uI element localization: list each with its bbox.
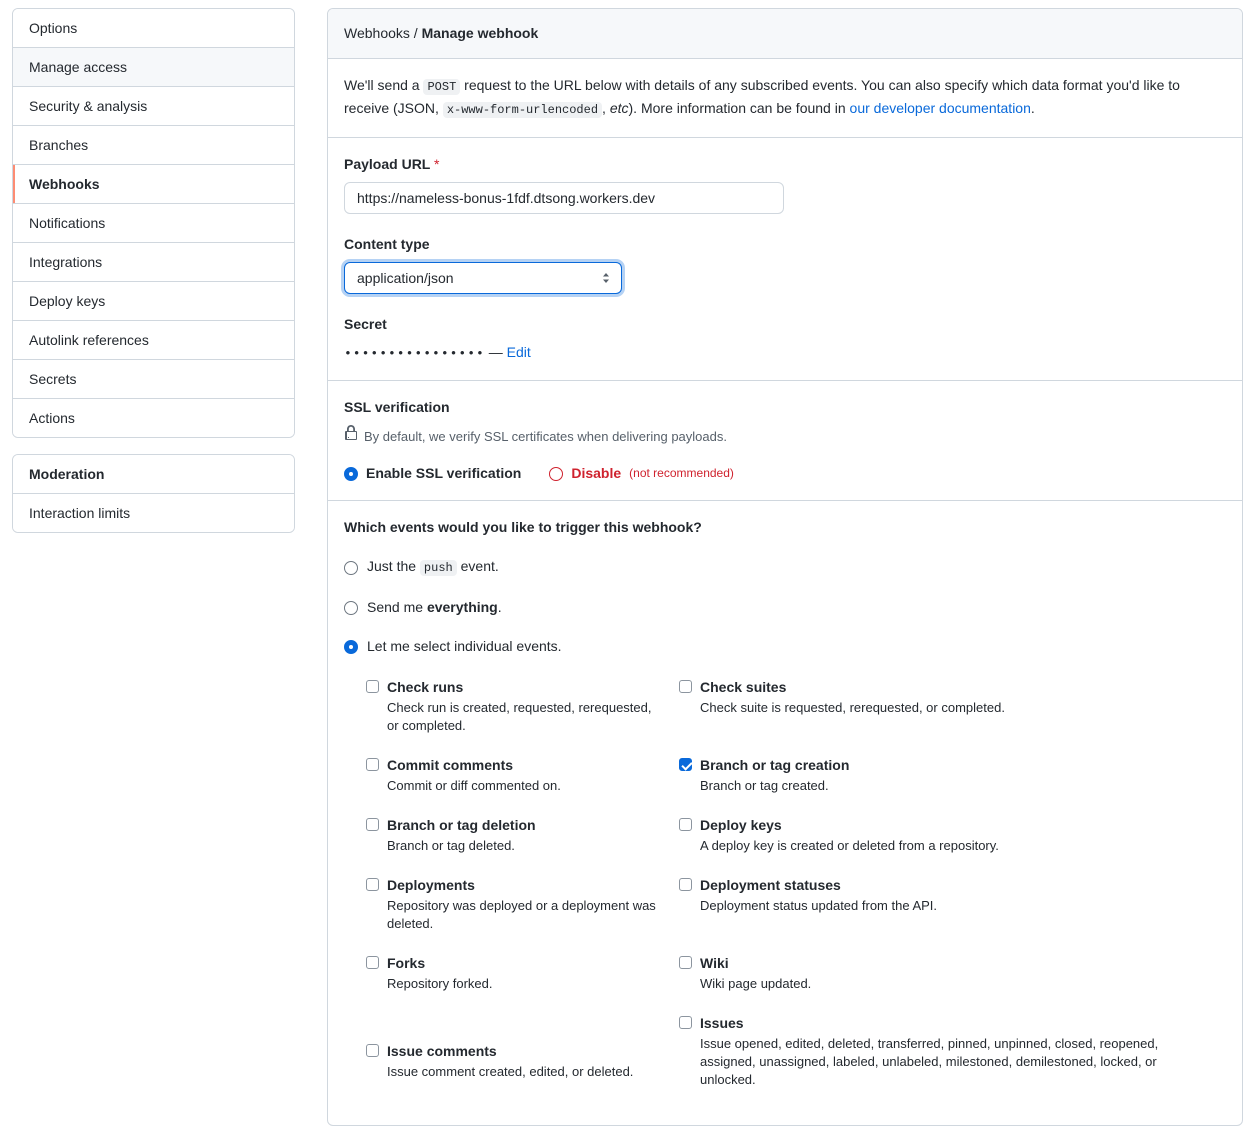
intro-part-1: We'll send a [344, 77, 424, 93]
event-title: Branch or tag creation [700, 757, 850, 773]
event-title: Branch or tag deletion [387, 817, 536, 833]
intro-part-4: ). More information can be found in [628, 100, 850, 116]
sidebar-item-label: Manage access [29, 59, 128, 75]
sidebar-item-actions[interactable] [13, 399, 294, 437]
developer-documentation-link[interactable]: our developer documentation [849, 100, 1031, 116]
content-type-select-wrap [344, 262, 622, 294]
sidebar-group-main [12, 8, 295, 438]
event-description: Check run is created, requested, rerequested, or completed. [387, 700, 652, 733]
event-title: Check runs [387, 679, 464, 695]
event-title: Forks [387, 955, 426, 971]
event-checkbox[interactable] [679, 818, 692, 831]
ssl-verification-label: SSL verification [344, 399, 450, 415]
event-checkbox[interactable] [366, 956, 379, 969]
events-just-push-prefix: Just the [367, 558, 420, 574]
sidebar-item-label: Security & analysis [29, 98, 148, 114]
intro-part-2: request to the URL below with details of any subscribed events. You can also specify which data format you'd like to receive (JSON, [344, 77, 1180, 116]
events-option-individual[interactable] [344, 636, 1226, 657]
sidebar-item-manage-access[interactable] [13, 48, 294, 87]
event-check-runs[interactable] [366, 677, 679, 735]
sidebar-item-deploy-keys[interactable] [13, 282, 294, 321]
event-checkbox[interactable] [366, 758, 379, 771]
sidebar-group-header-moderation: Moderation [13, 455, 294, 494]
ssl-enable-radio[interactable] [344, 467, 358, 481]
sidebar-group-moderation [12, 454, 295, 533]
event-title: Deployment statuses [700, 877, 841, 893]
event-title: Commit comments [387, 757, 514, 773]
sidebar-item-label: Interaction limits [29, 505, 131, 521]
event-title: Wiki [700, 955, 729, 971]
events-just-push-label [367, 556, 499, 579]
event-description: A deploy key is created or deleted from a repository. [700, 838, 999, 853]
event-title: Deployments [387, 877, 475, 893]
content-type-label: Content type [344, 236, 430, 252]
sidebar-item-label: Webhooks [29, 176, 100, 192]
event-checkbox[interactable] [366, 878, 379, 891]
lock-icon [344, 425, 358, 447]
secret-value-row [344, 342, 1226, 364]
webhook-settings-row [328, 138, 1242, 381]
secret-label: Secret [344, 316, 387, 332]
secret-masked-value: •••••••••••••••• [344, 346, 485, 361]
ssl-enable-label: Enable SSL verification [366, 465, 522, 481]
event-description: Commit or diff commented on. [387, 778, 561, 793]
event-description: Branch or tag deleted. [387, 838, 515, 853]
payload-url-required-mark: * [434, 156, 440, 172]
events-individual-label: Let me select individual events. [367, 638, 562, 654]
event-checkbox[interactable] [366, 680, 379, 693]
event-title: Issue comments [387, 1043, 497, 1059]
event-description: Branch or tag created. [700, 778, 829, 793]
event-title: Deploy keys [700, 817, 782, 833]
events-just-push-radio[interactable] [344, 561, 358, 575]
event-checkbox[interactable] [679, 758, 692, 771]
event-issues[interactable] [679, 1013, 1226, 1089]
event-deploy-keys[interactable] [679, 815, 1226, 855]
sidebar-item-label: Options [29, 20, 78, 36]
events-individual-radio[interactable] [344, 640, 358, 654]
sidebar-item-notifications[interactable] [13, 204, 294, 243]
ssl-disable-note: (not recommended) [629, 466, 734, 480]
sidebar-item-security-analysis[interactable] [13, 87, 294, 126]
event-description: Issue opened, edited, deleted, transferred, pinned, unpinned, closed, reopened, assigned, unassigned, labeled, unlabeled, milestoned, demilestoned, locked, or unlocked. [700, 1036, 1159, 1087]
ssl-note-text: By default, we verify SSL certificates when delivering payloads. [364, 428, 727, 444]
events-question: Which events would you like to trigger this webhook? [344, 519, 702, 535]
event-description: Deployment status updated from the API. [700, 898, 938, 913]
events-everything-suffix: . [497, 599, 502, 615]
post-code: POST [423, 79, 460, 95]
event-checkbox[interactable] [366, 818, 379, 831]
form-urlencoded-code: x-www-form-urlencoded [443, 102, 602, 118]
ssl-disable-label: Disable [571, 465, 622, 481]
webhook-form-panel [327, 8, 1243, 1126]
payload-url-label [344, 154, 1226, 175]
event-title: Check suites [700, 679, 787, 695]
event-description: Wiki page updated. [700, 976, 812, 991]
sidebar-item-label: Secrets [29, 371, 77, 387]
secret-edit-link[interactable]: Edit [506, 344, 531, 360]
secret-dash: — [488, 344, 503, 360]
sidebar-item-label: Notifications [29, 215, 106, 231]
sidebar-item-autolink-references[interactable] [13, 321, 294, 360]
payload-url-input[interactable] [344, 182, 784, 214]
event-title: Issues [700, 1015, 744, 1031]
events-row [328, 501, 1242, 1125]
event-commit-comments[interactable] [366, 755, 679, 795]
intro-text-row [328, 59, 1242, 138]
events-checkbox-grid [366, 677, 1226, 1109]
intro-etc: etc [609, 100, 629, 116]
intro-part-5: . [1030, 100, 1035, 116]
event-description: Repository was deployed or a deployment was deleted. [387, 898, 656, 931]
sidebar-item-webhooks[interactable] [13, 165, 294, 204]
sidebar-item-label: Autolink references [29, 332, 149, 348]
event-forks[interactable] [366, 953, 679, 993]
sidebar-item-label: Deploy keys [29, 293, 106, 309]
events-everything-label [367, 597, 502, 618]
event-issue-comments[interactable] [366, 1041, 679, 1081]
ssl-disable-radio[interactable] [549, 467, 563, 481]
event-wiki[interactable] [679, 953, 1226, 993]
event-branch-or-tag-deletion[interactable] [366, 815, 679, 855]
sidebar-item-secrets[interactable] [13, 360, 294, 399]
event-checkbox[interactable] [679, 680, 692, 693]
events-option-just-push[interactable] [344, 556, 1226, 579]
event-branch-or-tag-creation[interactable] [679, 755, 1226, 795]
events-everything-bold: everything [426, 599, 498, 615]
content-type-select[interactable] [344, 262, 622, 294]
ssl-enable-option[interactable] [344, 463, 521, 484]
event-checkbox[interactable] [679, 878, 692, 891]
ssl-disable-option[interactable] [549, 463, 734, 484]
ssl-note-line [344, 425, 1226, 447]
payload-url-label-text: Payload URL [344, 156, 431, 172]
push-code: push [420, 560, 457, 576]
breadcrumb [328, 9, 1242, 59]
event-check-suites[interactable] [679, 677, 1226, 735]
breadcrumb-current: Manage webhook [421, 25, 539, 41]
event-checkbox[interactable] [366, 1044, 379, 1057]
event-deployments[interactable] [366, 875, 679, 933]
sidebar-item-interaction-limits[interactable] [13, 494, 294, 532]
event-description: Check suite is requested, rerequested, or completed. [700, 700, 1005, 715]
events-everything-prefix: Send me [367, 599, 427, 615]
sidebar-item-options[interactable] [13, 9, 294, 48]
event-description: Repository forked. [387, 976, 493, 991]
event-checkbox[interactable] [679, 956, 692, 969]
breadcrumb-separator: / [413, 25, 418, 41]
events-just-push-suffix: event. [456, 558, 499, 574]
sidebar-item-label: Integrations [29, 254, 103, 270]
events-option-everything[interactable] [344, 597, 1226, 618]
sidebar-item-label: Actions [29, 410, 75, 426]
settings-sidebar [12, 8, 295, 1126]
events-everything-radio[interactable] [344, 601, 358, 615]
sidebar-item-integrations[interactable] [13, 243, 294, 282]
event-deployment-statuses[interactable] [679, 875, 1226, 933]
webhook-box [327, 8, 1243, 1126]
ssl-verification-row [328, 381, 1242, 501]
sidebar-item-label: Branches [29, 137, 89, 153]
event-checkbox[interactable] [679, 1016, 692, 1029]
breadcrumb-webhooks-link[interactable]: Webhooks [344, 25, 410, 41]
intro-part-3: , [602, 100, 610, 116]
event-description: Issue comment created, edited, or deleted. [387, 1064, 634, 1079]
sidebar-item-branches[interactable] [13, 126, 294, 165]
ssl-radio-group [344, 463, 1226, 484]
